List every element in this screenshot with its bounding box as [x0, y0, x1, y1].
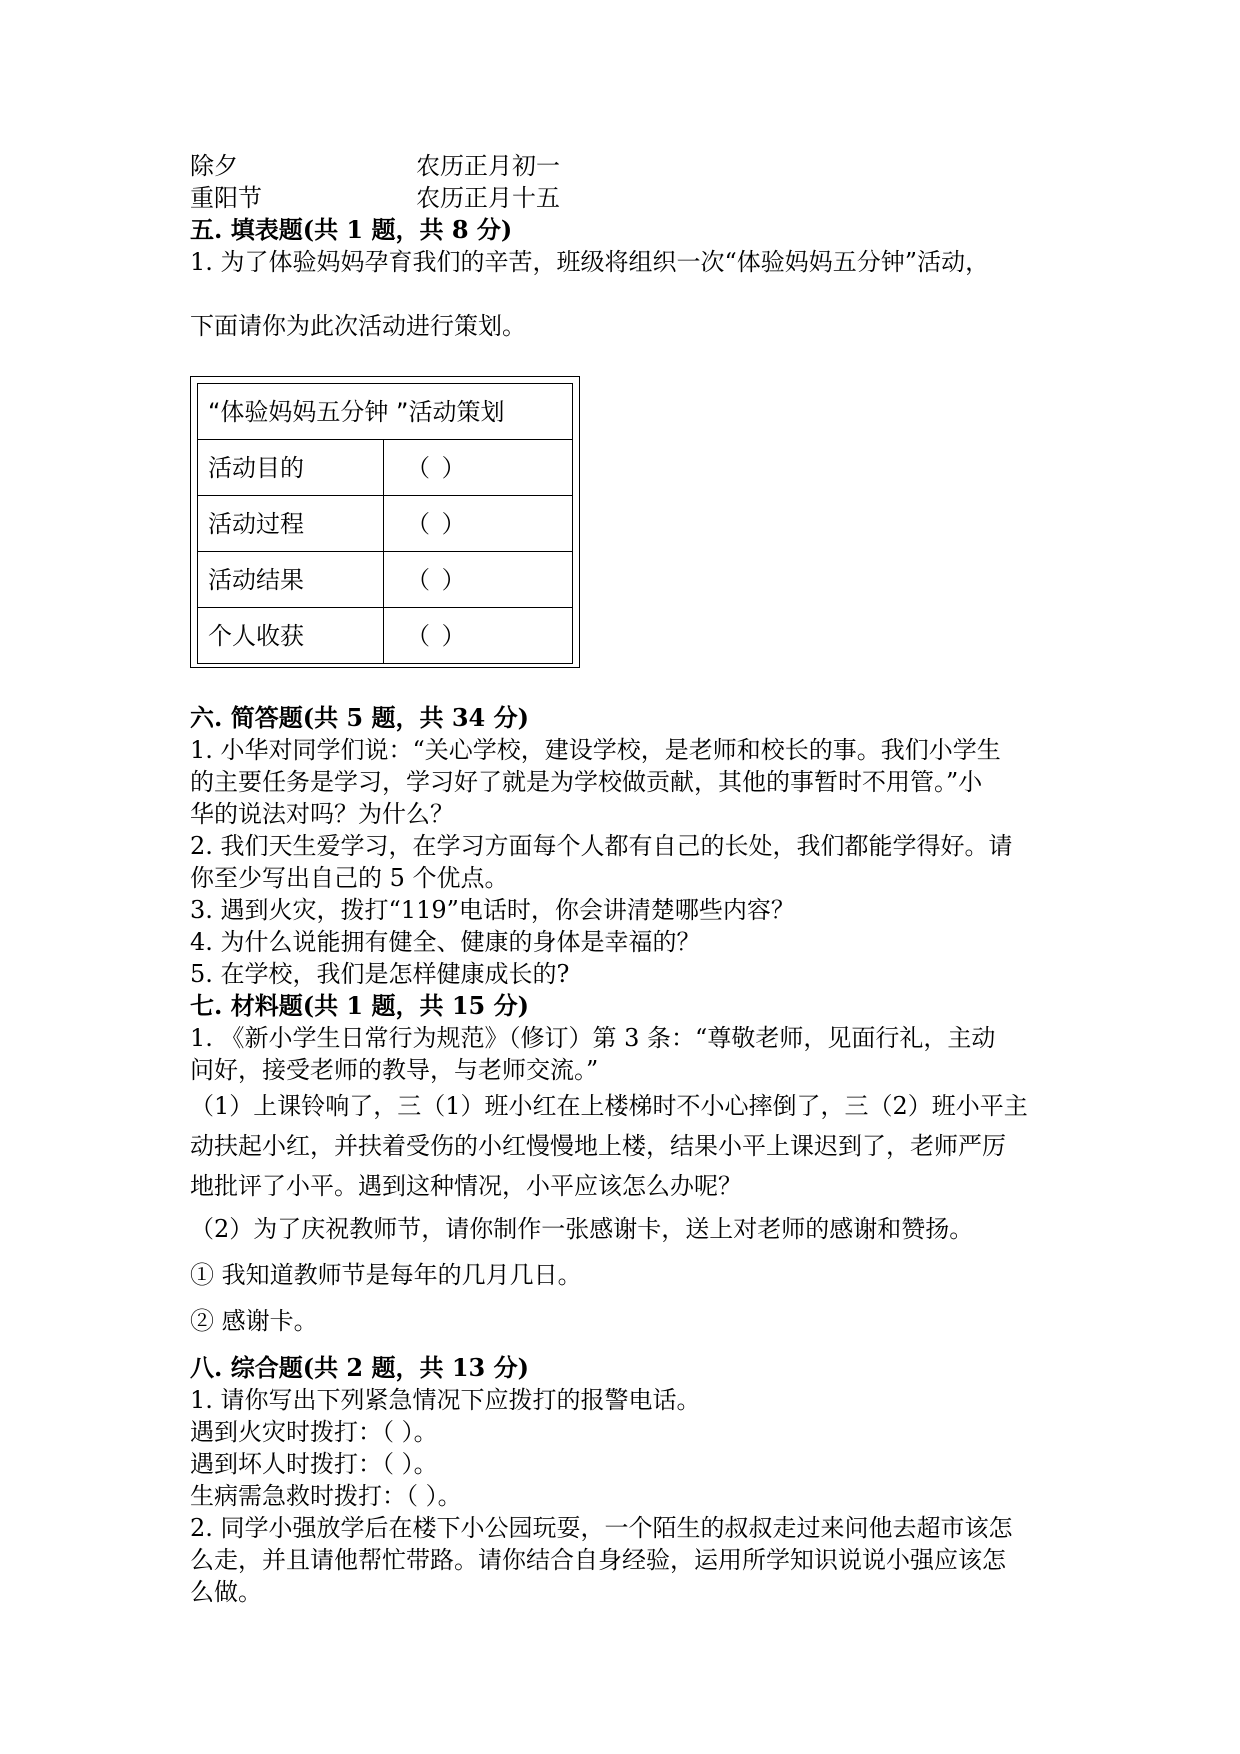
question-text: 下面请你为此次活动进行策划。: [190, 312, 526, 340]
question-text: 华的说法对吗？为什么？: [190, 800, 454, 828]
matching-right: 农历正月初一: [416, 152, 560, 180]
question-text: 么走，并且请他帮忙带路。请你结合自身经验，运用所学知识说说小强应该怎: [190, 1546, 1006, 1574]
table-row: [198, 496, 573, 552]
emergency-answer-line[interactable]: 生病需急救时拨打：（ ）。: [190, 1482, 462, 1510]
row-label: 活动过程: [198, 496, 384, 552]
section-heading: 六. 简答题(共 5 题，共 34 分): [190, 703, 529, 732]
activity-plan-table-image: [190, 376, 580, 668]
matching-row: [190, 150, 1060, 182]
matching-row: [190, 182, 1060, 214]
section-heading: 七. 材料题(共 1 题，共 15 分): [190, 991, 529, 1020]
question-text: （1）上课铃响了，三（1）班小红在上楼梯时不小心摔倒了，三（2）班小平主: [190, 1092, 1028, 1120]
answer-blank[interactable]: （ ）: [384, 552, 573, 608]
question-text: （2）为了庆祝教师节，请你制作一张感谢卡，送上对老师的感谢和赞扬。: [190, 1215, 974, 1243]
question-text: 5. 在学校，我们是怎样健康成长的?: [190, 960, 570, 988]
question-text: 1. 《新小学生日常行为规范》（修订）第 3 条：“尊敬老师，见面行礼，主动: [190, 1024, 996, 1052]
question-text: 1. 为了体验妈妈孕育我们的辛苦，班级将组织一次“体验妈妈五分钟”活动，: [190, 248, 990, 276]
table-title: “体验妈妈五分钟 ”活动策划: [198, 384, 573, 440]
answer-blank[interactable]: （ ）: [384, 608, 573, 664]
question-text: 问好，接受老师的教导，与老师交流。”: [190, 1056, 599, 1084]
question-text: 2. 同学小强放学后在楼下小公园玩耍，一个陌生的叔叔走过来问他去超市该怎: [190, 1514, 1013, 1542]
bad-person-answer-line[interactable]: 遇到坏人时拨打：（ ）。: [190, 1450, 438, 1478]
table-row: [198, 552, 573, 608]
question-text: 3. 遇到火灾，拨打“119”电话时，你会讲清楚哪些内容？: [190, 896, 795, 924]
question-text: 动扶起小红，并扶着受伤的小红慢慢地上楼，结果小平上课迟到了，老师严厉: [190, 1132, 1006, 1160]
question-text: 1. 小华对同学们说：“关心学校，建设学校，是老师和校长的事。我们小学生: [190, 736, 1001, 764]
answer-blank[interactable]: （ ）: [384, 496, 573, 552]
matching-left: 重阳节: [190, 184, 262, 212]
question-text: ① 我知道教师节是每年的几月几日。: [190, 1261, 582, 1289]
activity-plan-table: [197, 383, 573, 664]
row-label: 个人收获: [198, 608, 384, 664]
section-heading: 八. 综合题(共 2 题，共 13 分): [190, 1353, 529, 1382]
question-text: 1. 请你写出下列紧急情况下应拨打的报警电话。: [190, 1386, 701, 1414]
question-text: ② 感谢卡。: [190, 1307, 318, 1335]
question-text: 么做。: [190, 1578, 262, 1606]
table-row: [198, 608, 573, 664]
question-text: 的主要任务是学习，学习好了就是为学校做贡献，其他的事暂时不用管。”小: [190, 768, 983, 796]
table-row: [198, 440, 573, 496]
section-heading: 五. 填表题(共 1 题，共 8 分): [190, 215, 513, 244]
question-text: 2. 我们天生爱学习，在学习方面每个人都有自己的长处，我们都能学得好。请: [190, 832, 1013, 860]
matching-right: 农历正月十五: [416, 184, 560, 212]
answer-blank[interactable]: （ ）: [384, 440, 573, 496]
row-label: 活动结果: [198, 552, 384, 608]
question-text: 4. 为什么说能拥有健全、健康的身体是幸福的？: [190, 928, 701, 956]
matching-left: 除夕: [190, 152, 238, 180]
exam-page: [190, 150, 1060, 1608]
question-text: 你至少写出自己的 5 个优点。: [190, 864, 509, 892]
row-label: 活动目的: [198, 440, 384, 496]
question-text: 地批评了小平。遇到这种情况，小平应该怎么办呢？: [190, 1172, 742, 1200]
fire-answer-line[interactable]: 遇到火灾时拨打：（ ）。: [190, 1418, 438, 1446]
